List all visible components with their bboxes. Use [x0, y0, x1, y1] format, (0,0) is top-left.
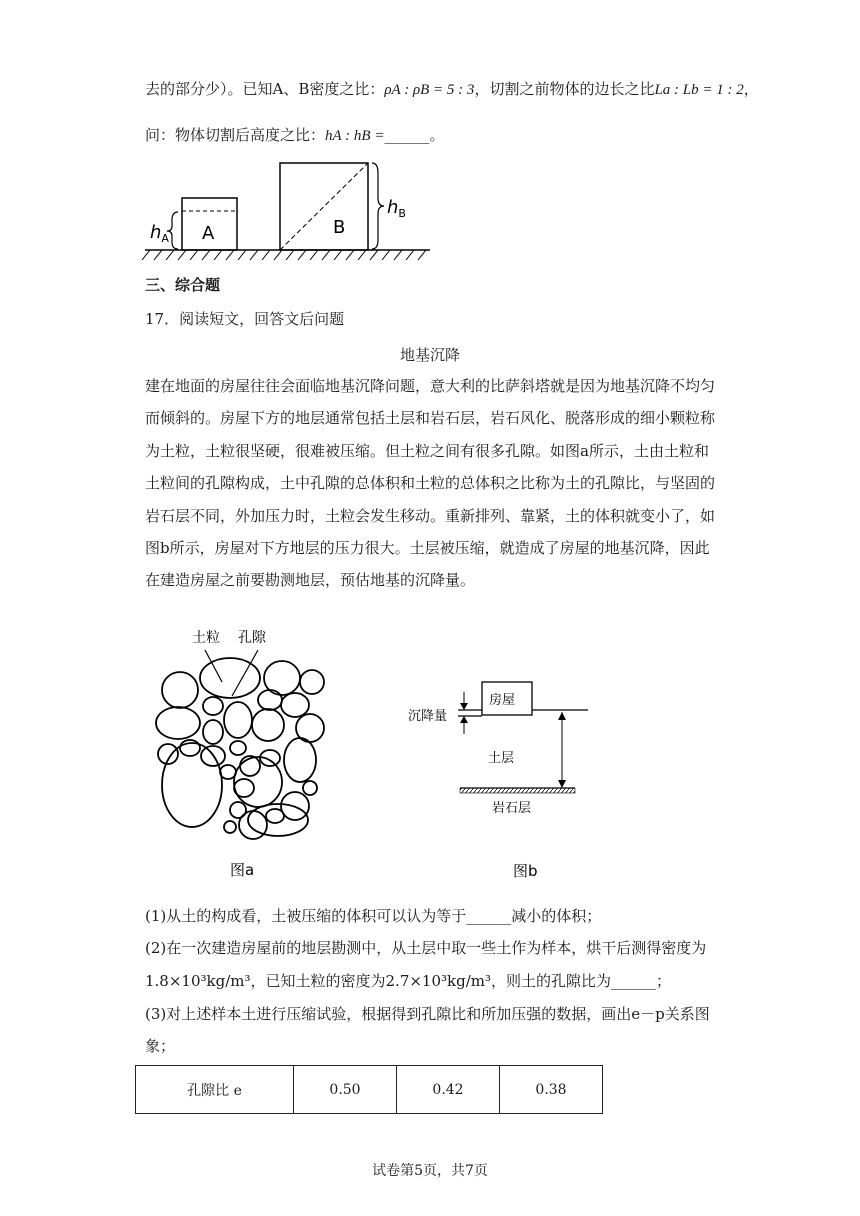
- question-3-line-1: (3)对上述样本土进行压缩试验，根据得到孔隙比和所加压强的数据，画出e－p关系图: [145, 1005, 710, 1023]
- line2-end: 。: [429, 126, 445, 144]
- figure-a-caption: 图a: [230, 861, 255, 879]
- block-b-label: B: [333, 217, 346, 238]
- label-pore: 孔隙: [238, 630, 266, 646]
- line2-prefix: 问：物体切割后高度之比：: [145, 126, 326, 144]
- hb-symbol: h: [387, 197, 399, 218]
- soil-layer-label: 土层: [488, 751, 515, 766]
- length-ratio: La : Lb = 1 : 2: [654, 82, 744, 98]
- ha-symbol: h: [150, 222, 162, 243]
- ha-subscript: A: [161, 232, 169, 245]
- article-title: 地基沉降: [399, 346, 460, 364]
- table-cell: 0.38: [500, 1066, 603, 1114]
- q1-text-a: (1)从土的构成看，土被压缩的体积可以认为等于: [145, 907, 467, 925]
- hb-subscript: B: [398, 207, 406, 220]
- question-line-1: [145, 79, 759, 100]
- question-17-intro: 17．阅读短文，回答文后问题: [145, 310, 345, 328]
- answer-blank: ______: [384, 126, 430, 144]
- table-header-cell: 孔隙比 e: [136, 1066, 294, 1114]
- question-1: [145, 906, 601, 926]
- height-ratio: hA : hB =: [325, 128, 385, 144]
- block-a-label: A: [202, 223, 215, 244]
- figure-b-caption: 图b: [513, 862, 538, 880]
- question-3-line-2: 象；: [145, 1037, 176, 1055]
- rock-layer: [460, 788, 575, 793]
- table-row: [136, 1066, 603, 1114]
- table-cell: 0.50: [294, 1066, 397, 1114]
- blocks-figure: [140, 158, 440, 268]
- question-line-2: [145, 125, 444, 146]
- table-cell: 0.42: [397, 1066, 500, 1114]
- settlement-label: 沉降量: [408, 709, 448, 724]
- rock-layer-label: 岩石层: [492, 801, 532, 816]
- q1-blank: ______: [466, 907, 512, 925]
- line1-mid: ，切割之前物体的边长之比: [474, 80, 655, 98]
- label-soil-particle: 土粒: [192, 630, 220, 646]
- question-2-line-1: (2)在一次建造房屋前的地层勘测中，从土层中取一些土作为样本，烘干后测得密度为: [145, 939, 707, 957]
- density-ratio: ρA : ρB = 5 : 3: [384, 82, 475, 98]
- section-heading: 三、综合题: [145, 276, 221, 294]
- article-paragraph: 建在地面的房屋往往会面临地基沉降问题，意大利的比萨斜塔就是因为地基沉降不均匀而倾斜的。房屋下方的地层通常包括土层和岩石层，岩石风化、脱落形成的细小颗粒称为土粒，土粒很坚硬，很难被压缩。但土粒之间有很多孔隙。如图a所示，土由土粒和土粒间的孔隙构成，土中孔隙的总体积和土粒的总体积之比称为土的孔隙比，与坚固的岩石层不同，外加压力时，土粒会发生移动。重新排列、靠紧，土的体积就变小了，如图b所示，房屋对下方地层的压力很大。土层被压缩，就造成了房屋的地基沉降，因此在建造房屋之前要勘测地层，预估地基的沉降量。: [145, 377, 716, 590]
- figure-a-soil: [150, 620, 340, 885]
- line1-prefix: 去的部分少）。已知A、B密度之比：: [145, 80, 385, 98]
- void-ratio-table: [135, 1065, 603, 1114]
- figure-b-settlement: [400, 670, 600, 885]
- question-2-line-2: 1.8×10³kg/m³，已知土粒的密度为2.7×10³kg/m³，则土的孔隙比为______；: [145, 972, 672, 990]
- house-label: 房屋: [489, 693, 516, 708]
- line1-end: ，: [743, 80, 759, 98]
- svg-text:hA: [150, 222, 169, 245]
- page-footer: 试卷第5页，共7页: [372, 1163, 488, 1179]
- q1-text-b: 减小的体积；: [511, 907, 602, 925]
- svg-text:hB: [387, 197, 406, 220]
